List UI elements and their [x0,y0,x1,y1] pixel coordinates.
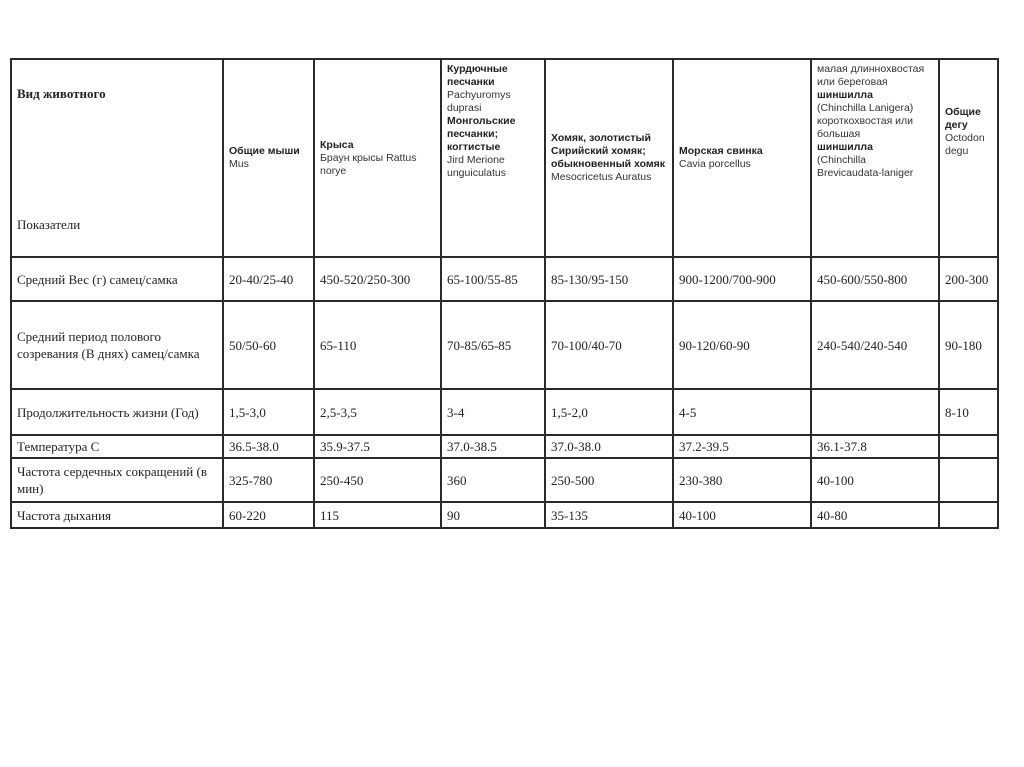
table-cell: 37.0-38.0 [545,435,673,458]
species-name: Морская свинка [679,145,763,157]
table-cell: 60-220 [223,502,314,528]
species-header [441,59,545,257]
table-cell [939,458,998,502]
table-row [11,257,998,301]
indicators-heading: Показатели [17,217,81,232]
species-name: Хомяк, золотистый Сирийский хомяк; обыкновенный хомяк [551,132,666,170]
row-label: Частота дыхания [11,502,223,528]
table-cell: 65-100/55-85 [441,257,545,301]
table-cell: 40-100 [673,502,811,528]
table-cell: 900-1200/700-900 [673,257,811,301]
species-latin: Mesocricetus Auratus [551,171,652,183]
species-latin: Mus [229,158,249,170]
table-row [11,502,998,528]
species-name: Общие мыши [229,145,300,157]
species-latin: малая длинноxвостая или береговая [817,63,925,88]
species-latin: Браун крысы Rattus norye [320,151,417,177]
table-cell: 115 [314,502,441,528]
species-name: Крыса [320,138,354,151]
table-cell: 3-4 [441,389,545,435]
species-latin: Jird Merione unguiculatus [447,154,506,179]
table-cell: 85-130/95-150 [545,257,673,301]
species-header [811,59,939,257]
species-latin: (Chinchilla Lanigera) короткохвостая или большая [817,102,914,140]
table-cell [939,435,998,458]
table-cell: 8-10 [939,389,998,435]
table-cell [811,389,939,435]
table-cell: 240-540/240-540 [811,301,939,389]
table-cell: 360 [441,458,545,502]
table-cell: 450-600/550-800 [811,257,939,301]
species-header [673,59,811,257]
species-header [223,59,314,257]
table-cell: 65-110 [314,301,441,389]
table-cell: 36.5-38.0 [223,435,314,458]
corner-cell [11,59,223,257]
species-latin: Octodon degu [945,132,985,157]
table-cell: 1,5-2,0 [545,389,673,435]
table-cell: 2,5-3,5 [314,389,441,435]
header-row [11,59,998,257]
table-cell: 20-40/25-40 [223,257,314,301]
table-cell: 325-780 [223,458,314,502]
species-latin: Pachyuromys duprasi [447,89,511,114]
species-name: шиншилла [817,141,873,153]
table-cell: 4-5 [673,389,811,435]
species-header [314,59,441,257]
table-cell: 250-500 [545,458,673,502]
row-label: Температура С [11,435,223,458]
species-header [939,59,998,257]
table-cell: 1,5-3,0 [223,389,314,435]
table-cell: 450-520/250-300 [314,257,441,301]
table-cell: 250-450 [314,458,441,502]
table-cell: 37.2-39.5 [673,435,811,458]
table-row [11,458,998,502]
species-name: шиншилла [817,89,873,101]
row-label: Средний период полового созревания (В днях) самец/самка [11,301,223,389]
table-row [11,435,998,458]
row-label: Частота сердечных сокращений (в мин) [11,458,223,502]
table-cell: 37.0-38.5 [441,435,545,458]
table-cell: 200-300 [939,257,998,301]
table-cell: 70-85/65-85 [441,301,545,389]
table-cell: 90-180 [939,301,998,389]
table-cell: 35-135 [545,502,673,528]
table-cell: 40-100 [811,458,939,502]
row-label: Средний Вес (г) самец/самка [11,257,223,301]
species-name: Монгольские песчанки; когтистые [447,115,516,153]
animal-data-table [10,58,999,529]
table-cell: 50/50-60 [223,301,314,389]
species-latin: Cavia porcellus [679,158,751,170]
table-cell: 230-380 [673,458,811,502]
table-row [11,301,998,389]
table-cell: 90 [441,502,545,528]
species-name: Курдючные песчанки [447,63,508,88]
table-cell: 36.1-37.8 [811,435,939,458]
row-label: Продолжительность жизни (Год) [11,389,223,435]
species-heading: Вид животного [17,86,106,101]
table-cell: 35.9-37.5 [314,435,441,458]
table-cell: 70-100/40-70 [545,301,673,389]
species-name: Общие дегу [945,106,981,131]
species-header [545,59,673,257]
table-row [11,389,998,435]
table-cell: 40-80 [811,502,939,528]
table-cell [939,502,998,528]
table-cell: 90-120/60-90 [673,301,811,389]
species-latin: (Chinchilla Brevicaudata-laniger [817,154,914,179]
